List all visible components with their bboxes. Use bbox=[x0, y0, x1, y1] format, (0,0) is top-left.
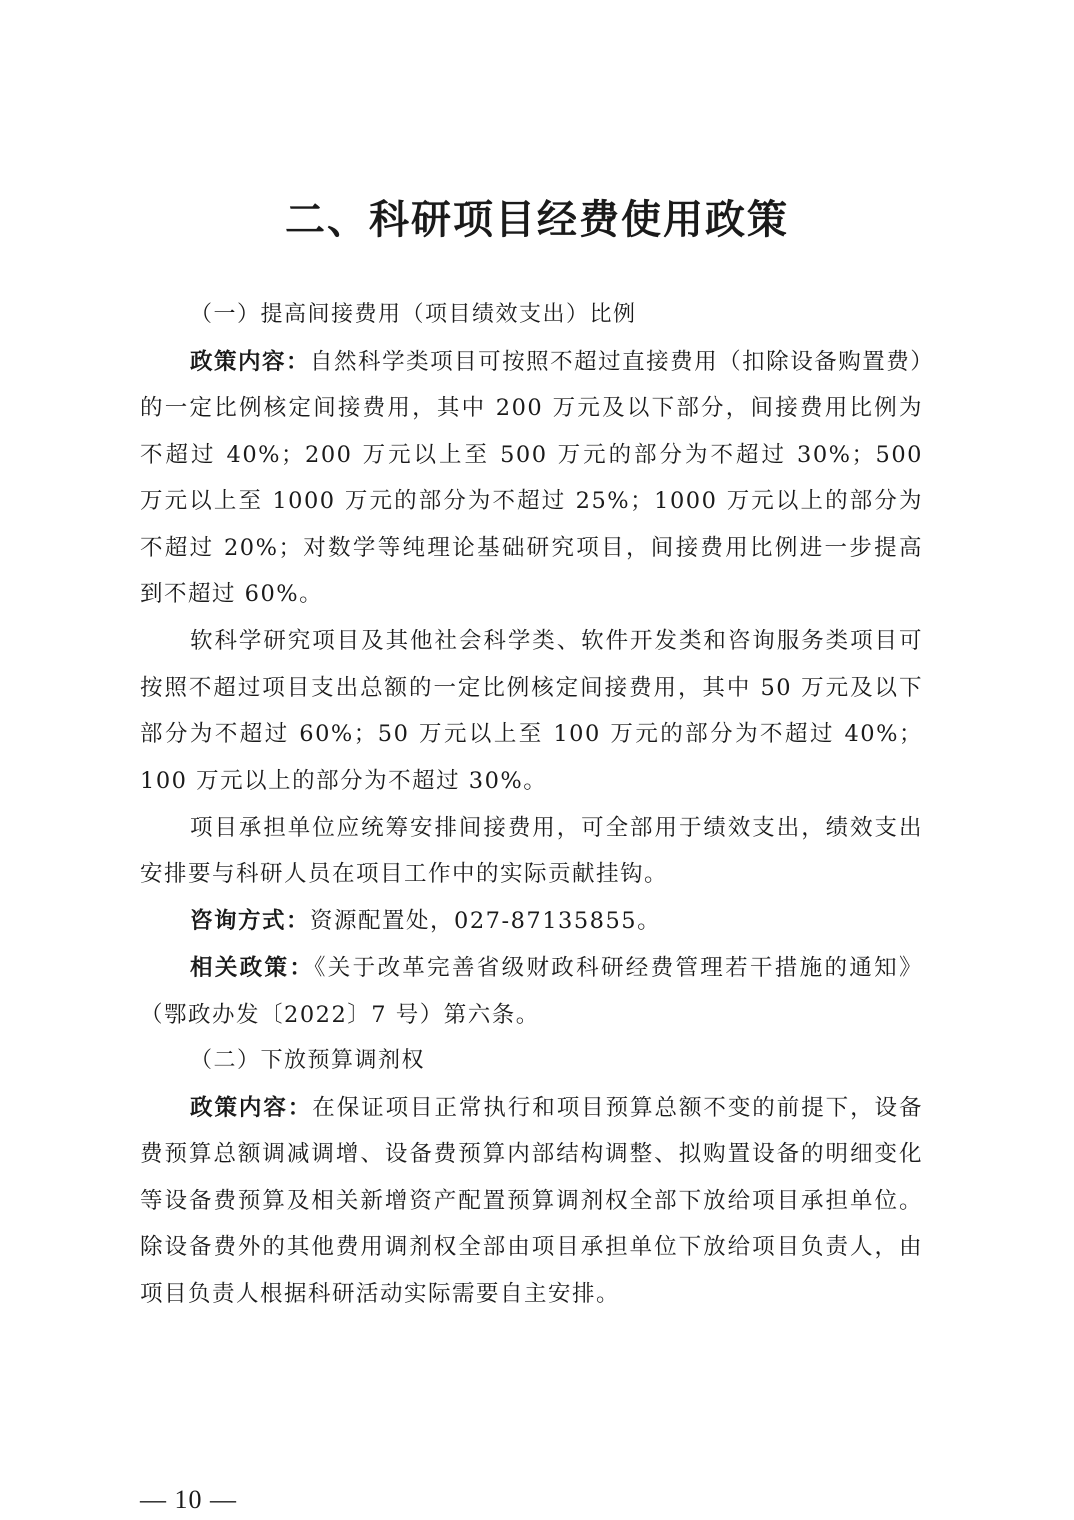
policy-content-text: 自然科学类项目可按照不超过直接费用（扣除设备购置费）的一定比例核定间接费用，其中 200 万元及以下部分，间接费用比例为不超过 40%；200 万元以上至 500 万元的部分为不超过 30%；500 万元以上至 1000 万元的部分为不超过 25%；1000 万元以上的部分为不超过 20%；对数学等纯理论基础研究项目，间接费用比例进一步提高到不超过 60%。 bbox=[140, 348, 923, 607]
section-heading-1: （一）提高间接费用（项目绩效支出）比例 bbox=[190, 302, 637, 327]
policy-content-paragraph-2 bbox=[140, 1085, 923, 1318]
policy-content-paragraph bbox=[140, 339, 923, 618]
policy-content-text-2: 在保证项目正常执行和项目预算总额不变的前提下，设备费预算总额调减调增、设备费预算内部结构调整、拟购置设备的明细变化等设备费预算及相关新增资产配置预算调剂权全部下放给项目承担单位。除设备费外的其他费用调剂权全部由项目承担单位下放给项目负责人，由项目负责人根据科研活动实际需要自主安排。 bbox=[140, 1094, 923, 1307]
section-heading-2: （二）下放预算调剂权 bbox=[190, 1048, 426, 1073]
related-policy-text: 《关于改革完善省级财政科研经费管理若干措施的通知》（鄂政办发〔2022〕7 号）第六条。 bbox=[140, 955, 923, 1028]
policy-content-label: 政策内容： bbox=[190, 348, 311, 375]
contact-label: 咨询方式： bbox=[190, 908, 311, 934]
contact-paragraph bbox=[140, 898, 923, 945]
soft-science-paragraph: 软科学研究项目及其他社会科学类、软件开发类和咨询服务类项目可按照不超过项目支出总额的一定比例核定间接费用，其中 50 万元及以下部分为不超过 60%；50 万元以上至 100 万元的部分为不超过 40%；100 万元以上的部分为不超过 30%。 bbox=[140, 628, 923, 794]
page-title: 二、科研项目经费使用政策 bbox=[285, 196, 789, 243]
document-body bbox=[140, 292, 923, 1317]
performance-paragraph: 项目承担单位应统筹安排间接费用，可全部用于绩效支出，绩效支出安排要与科研人员在项目工作中的实际贡献挂钩。 bbox=[140, 814, 923, 887]
policy-content-label-2: 政策内容： bbox=[190, 1094, 313, 1121]
contact-text: 资源配置处，027-87135855。 bbox=[310, 908, 662, 934]
related-policy-paragraph bbox=[140, 945, 923, 1038]
page-number: — 10 — bbox=[140, 1485, 237, 1514]
related-policy-label: 相关政策： bbox=[190, 955, 315, 981]
